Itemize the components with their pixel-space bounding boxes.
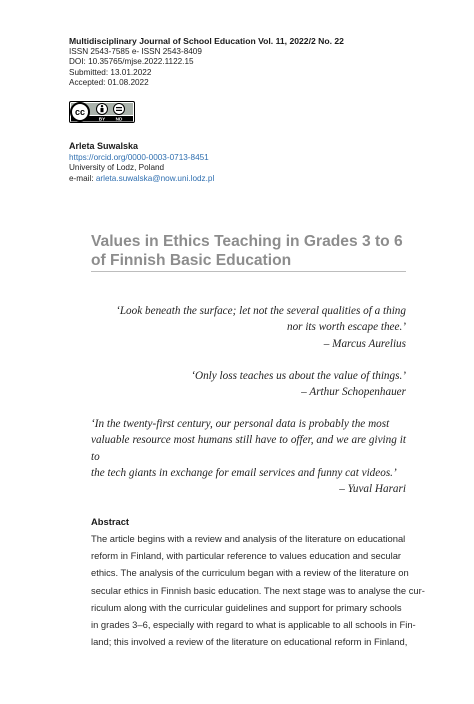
epigraph-line: the tech giants in exchange for email services and funny cat videos.’ xyxy=(91,466,397,479)
orcid-link[interactable]: https://orcid.org/0000-0003-0713-8451 xyxy=(69,152,209,162)
abstract-line: land; this involved a review of the literature on educational reform in Finland, xyxy=(91,636,408,648)
accepted-line: Accepted: 01.08.2022 xyxy=(69,78,149,88)
epigraph-aurelius xyxy=(91,303,406,352)
email-link[interactable]: arleta.suwalska@now.uni.lodz.pl xyxy=(95,173,215,183)
by-text: BY xyxy=(98,116,106,122)
abstract-line: in grades 3–6, especially with regard to what is applicable to all schools in Fin- xyxy=(91,619,416,631)
epigraph-line: nor its worth escape thee.’ xyxy=(286,321,406,334)
article-title xyxy=(91,233,406,270)
author-email-line xyxy=(69,174,369,185)
epigraph-attribution: – Marcus Aurelius xyxy=(323,337,406,350)
journal-title-line: Multidisciplinary Journal of School Education Vol. 11, 2022/2 No. 22 xyxy=(69,36,344,46)
abstract-line: secular ethics in Finnish basic education. The next stage was to analyse the cur- xyxy=(91,584,425,596)
issn-line: ISSN 2543-7585 e- ISSN 2543-8409 xyxy=(69,46,202,56)
author-affiliation: University of Lodz, Poland xyxy=(69,163,165,173)
title-divider xyxy=(91,271,406,272)
abstract-body xyxy=(91,530,425,650)
email-label: e-mail: xyxy=(69,173,96,183)
epigraph-line: ‘Only loss teaches us about the value of things.’ xyxy=(191,370,406,382)
epigraph-harari xyxy=(91,416,406,497)
epigraph-line: ‘Look beneath the surface; let not the several qualities of a thing xyxy=(116,305,406,317)
abstract-line: The article begins with a review and analysis of the literature on educational xyxy=(91,533,406,544)
epigraph-attribution: – Arthur Schopenhauer xyxy=(301,386,406,399)
abstract-heading: Abstract xyxy=(91,516,130,527)
doi-line: DOI: 10.35765/mjse.2022.1122.15 xyxy=(69,57,194,67)
article-title-line-2: of Finnish Basic Education xyxy=(91,251,292,269)
nd-equals-icon xyxy=(114,104,125,115)
epigraph-schopenhauer xyxy=(91,368,406,401)
author-name: Arleta Suwalska xyxy=(69,141,139,151)
epigraph-line: valuable resource most humans still have to offer, and we are giving it to xyxy=(91,434,406,463)
nd-text: ND xyxy=(115,116,123,122)
submitted-line: Submitted: 13.01.2022 xyxy=(69,67,152,77)
epigraph-line: ‘In the twenty-first century, our personal data is probably the most xyxy=(91,418,390,430)
epigraph-attribution: – Yuval Harari xyxy=(339,483,406,496)
cc-text: cc xyxy=(74,107,86,118)
cc-by-nd-license-icon[interactable] xyxy=(69,101,135,123)
abstract-line: riculum along with the curricular guidelines and support for primary schools xyxy=(91,601,402,613)
journal-header xyxy=(69,36,409,89)
article-title-line-1: Values in Ethics Teaching in Grades 3 to 6 xyxy=(91,233,403,250)
by-person-icon xyxy=(97,104,108,115)
abstract-line: ethics. The analysis of the curriculum began with a review of the literature on xyxy=(91,567,409,579)
author-block xyxy=(69,141,369,184)
abstract-line: reform in Finland, with particular reference to values education and secular xyxy=(91,550,402,562)
